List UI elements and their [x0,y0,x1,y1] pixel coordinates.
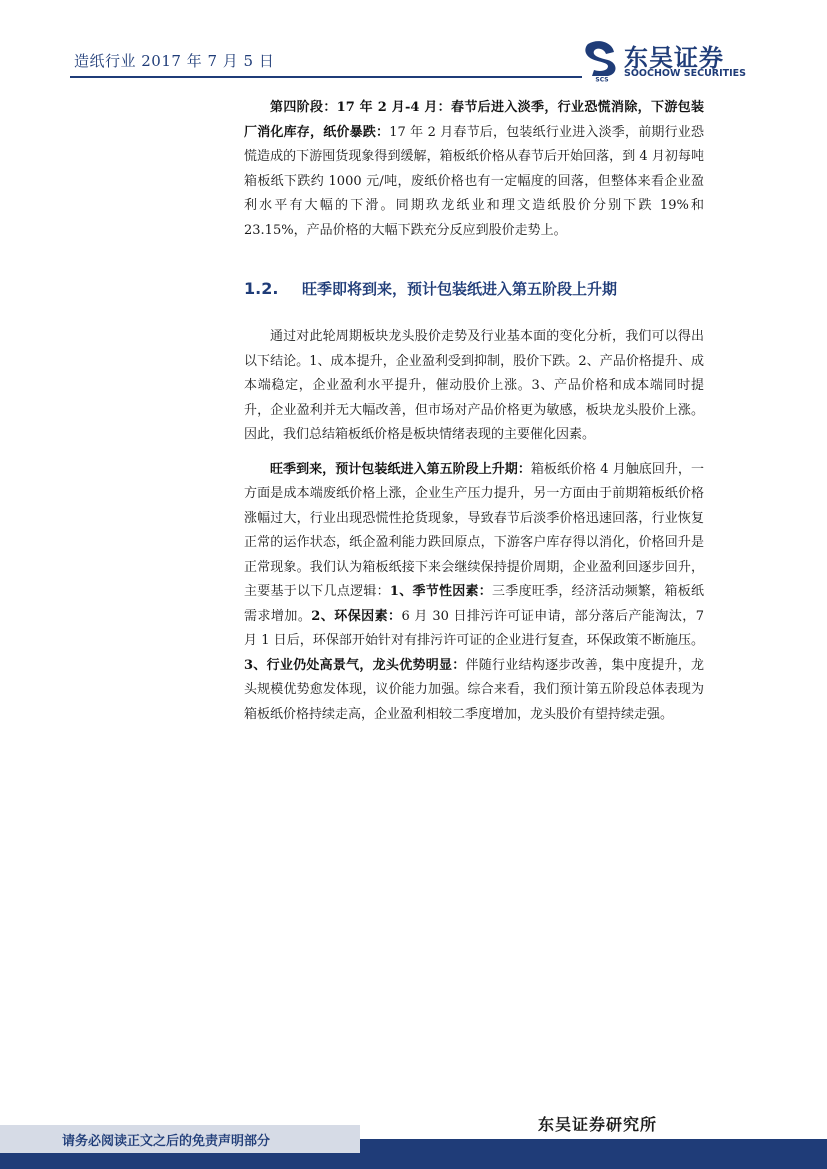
section-number: 1.2. [244,278,279,298]
paragraph-stage-four-heading: 第四阶段：17 年 2 月-4 月：春节后进入淡季，行业恐慌消除，下游包装厂消化库存，纸价暴跌： [244,100,704,140]
soochow-logo-icon [584,38,620,82]
seasonal-factor-heading: 1、季节性因素： [389,584,493,599]
peak-season-text: 箱板纸价格 4 月触底回升，一方面是成本端废纸价格上涨，企业生产压力提升，另一方面由于前期箱板纸价格涨幅过大，行业出现恐慌性抢货现象，导致春节后淡季价格迅速回落，行业恢复正常的运作状态，纸企盈利能力跌回原点，下游客户库存得以消化，价格回升是正常现象。我们认为箱板纸接下来会继续保持提价周期，企业盈利回逐步回升，主要基于以下几点逻辑： [244,461,704,599]
footer-institute: 东吴证券研究所 [538,1115,658,1134]
peak-season-heading: 旺季到来，预计包装纸进入第五阶段上升期： [270,461,531,477]
paragraph-peak-season [244,458,704,728]
environmental-factor-heading: 2、环保因素： [311,608,402,624]
header-divider [70,76,582,78]
industry-boom-heading: 3、行业仍处高景气，龙头优势明显： [244,657,466,673]
paragraph-conclusions: 通过对此轮周期板块龙头股价走势及行业基本面的变化分析，我们可以得出以下结论。1、成本提升，企业盈利受到抑制，股价下跌。2、产品价格提升、成本端稳定，企业盈利水平提升，催动股价上涨。3、产品价格和成本端同时提升，企业盈利并无大幅改善，但市场对产品价格更为敏感，板块龙头股价上涨。因此，我们总结箱板纸价格是板块情绪表现的主要催化因素。 [244,329,704,442]
header-title: 造纸行业 2017 年 7 月 5 日 [74,52,275,70]
main-content [244,96,704,727]
industry-boom-text: 伴随行业结构逐步改善，集中度提升，龙头规模优势愈发体现，议价能力加强。综合来看，我们预计第五阶段总体表现为箱板纸价格持续走高，企业盈利相较二季度增加，龙头股价有望持续走强。 [244,657,704,722]
logo-english-name: SOOCHOW SECURITIES [624,68,746,79]
paragraph-stage-four-text: 17 年 2 月春节后，包装纸行业进入淡季，前期行业恐慌造成的下游囤货现象得到缓解，箱板纸价格从春节后开始回落，到 4 月初每吨箱板纸下跌约 1000 元/吨，废纸价格也有一定幅度的回落，但整体来看企业盈利水平有大幅的下滑。同期玖龙纸业和理文造纸股价分别下跌 19%和 23.15%，产品价格的大幅下跌充分反应到股价走势上。 [244,124,704,238]
logo-chinese-name: 东吴证券 [624,44,724,72]
section-heading [244,274,704,302]
logo-mark-text: SCS [595,76,609,82]
seasonal-factor-text: 三季度旺季，经济活动频繁，箱板纸需求增加。 [244,584,704,624]
paragraph-stage-four [244,96,704,243]
section-title: 旺季即将到来，预计包装纸进入第五阶段上升期 [302,279,618,298]
environmental-factor-text: 6 月 30 日排污许可证申请，部分落后产能淘汰，7 月 1 日后，环保部开始针对有排污许可证的企业进行复查，环保政策不断施压。 [244,608,704,648]
company-logo [584,38,754,82]
footer-disclaimer-notice: 请务必阅读正文之后的免责声明部分 [0,1125,360,1153]
